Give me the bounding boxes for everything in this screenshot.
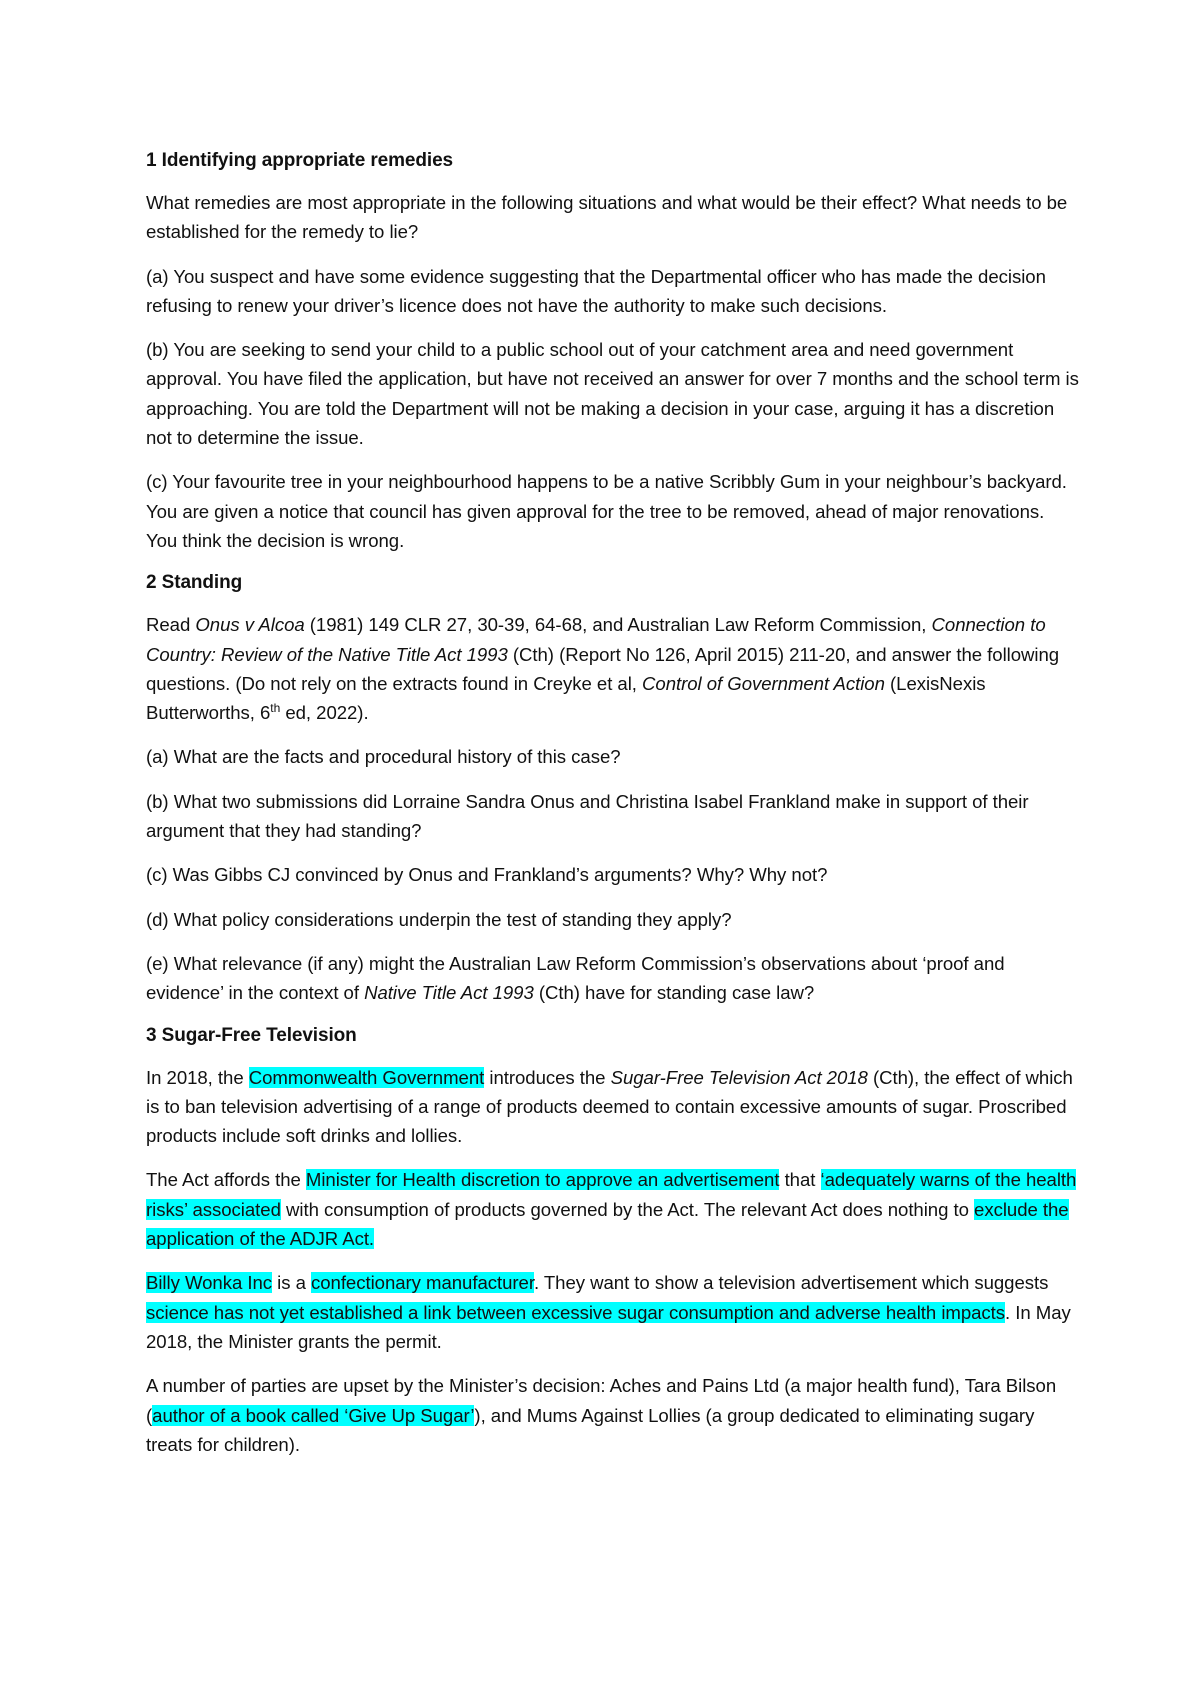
text-span: . They want to show a television advertisement which suggests — [533, 1272, 1049, 1294]
case-name-italic: Onus v Alcoa — [195, 614, 305, 636]
highlighted-text: confectionary manufacturer — [310, 1272, 534, 1294]
section-heading-sugar-free-television: 3 Sugar-Free Television — [146, 1024, 357, 1046]
page-content — [146, 148, 1080, 1459]
ordinal-superscript: th — [270, 700, 281, 715]
text-span: (LexisNexis Butterworths, 6 — [146, 672, 986, 724]
question-2c: (c) Was Gibbs CJ convinced by Onus and Frankland’s arguments? Why? Why not? — [146, 864, 828, 886]
text-span: with consumption of products governed by the Act. The relevant Act does nothing to — [280, 1198, 975, 1220]
paragraph-billy-wonka — [146, 1268, 1080, 1356]
highlighted-text: Minister for Health discretion to approve an advertisement — [305, 1169, 780, 1191]
text-span: (1981) 149 CLR 27, 30-39, 64-68, and Australian Law Reform Commission, — [304, 614, 932, 636]
highlighted-text: author of a book called ‘Give Up Sugar’ — [152, 1404, 475, 1426]
section-heading-remedies: 1 Identifying appropriate remedies — [146, 150, 454, 171]
text-span: introduces the — [484, 1066, 611, 1088]
paragraph-reading-instructions — [146, 610, 1080, 727]
text-span: A number of parties are upset by the Minister’s decision: Aches and Pains Ltd (a major health fund), Tara Bilson ( — [146, 1375, 1057, 1426]
paragraph-scenario-intro — [146, 1063, 1080, 1151]
text-span: Read — [146, 614, 196, 636]
paragraph-upset-parties — [146, 1371, 1080, 1459]
paragraph-remedies-intro: What remedies are most appropriate in the following situations and what would be their effect? What needs to be established for the remedy to lie? — [146, 192, 1068, 243]
book-title-italic: Control of Government Action — [642, 672, 885, 694]
text-span: ed, 2022). — [280, 702, 369, 724]
text-span: In 2018, the — [146, 1066, 249, 1088]
question-1c: (c) Your favourite tree in your neighbourhood happens to be a native Scribbly Gum in your neighbour’s backyard. You are given a notice that council has given approval for the tree to be removed, ahead of major renovations. You think the decision is wrong. — [146, 471, 1067, 551]
text-span: that — [779, 1169, 821, 1191]
question-2a: (a) What are the facts and procedural history of this case? — [146, 746, 621, 768]
paragraph-minister-discretion — [146, 1165, 1080, 1253]
section-heading-standing: 2 Standing — [146, 572, 243, 594]
question-1a: (a) You suspect and have some evidence suggesting that the Departmental officer who has made the decision refusing to renew your driver’s licence does not have the authority to make such decisions. — [146, 265, 1046, 316]
question-2d: (d) What policy considerations underpin the test of standing they apply? — [146, 908, 732, 930]
act-title-italic: Native Title Act 1993 — [364, 982, 534, 1004]
question-2e — [146, 949, 1080, 1008]
text-span: is a — [272, 1272, 311, 1294]
highlighted-text: exclude the application of the ADJR Act. — [146, 1198, 1069, 1250]
text-span: (Cth) (Report No 126, April 2015) 211-20, and answer the following questions. (Do not rely on the extracts found in Creyke et al, — [146, 643, 1060, 694]
report-title-italic: Connection to Country: Review of the Native Title Act 1993 — [146, 614, 1046, 665]
highlighted-text: science has not yet established a link between excessive sugar consumption and adverse health impacts — [146, 1301, 1006, 1323]
question-2b: (b) What two submissions did Lorraine Sandra Onus and Christina Isabel Frankland make in support of their argument that they had standing? — [146, 790, 1029, 842]
highlighted-text: ‘adequately warns of the health risks’ associated — [146, 1169, 1077, 1220]
highlighted-text: Billy Wonka Inc — [146, 1272, 273, 1294]
text-span: . In May 2018, the Minister grants the permit. — [146, 1301, 1071, 1352]
act-title-italic: Sugar-Free Television Act 2018 — [610, 1066, 868, 1088]
text-span: (Cth) have for standing case law? — [533, 982, 815, 1004]
text-span: The Act affords the — [146, 1169, 306, 1191]
text-span: (Cth), the effect of which is to ban television advertising of a range of products deemed to contain excessive amounts of sugar. Proscribed products include soft drinks and lollies. — [146, 1066, 1073, 1147]
text-span: (e) What relevance (if any) might the Australian Law Reform Commission’s observations about ‘proof and evidence’ in the context of — [146, 952, 1005, 1004]
text-span: ), and Mums Against Lollies (a group dedicated to eliminating sugary treats for children). — [146, 1404, 1035, 1455]
highlighted-text: Commonwealth Government — [248, 1066, 485, 1088]
question-1b: (b) You are seeking to send your child to a public school out of your catchment area and need government approval. You have filed the application, but have not received an answer for over 7 months and the school term is approaching. You are told the Department will not be making a decision in your case, arguing it has a discretion not to determine the issue. — [146, 339, 1079, 449]
